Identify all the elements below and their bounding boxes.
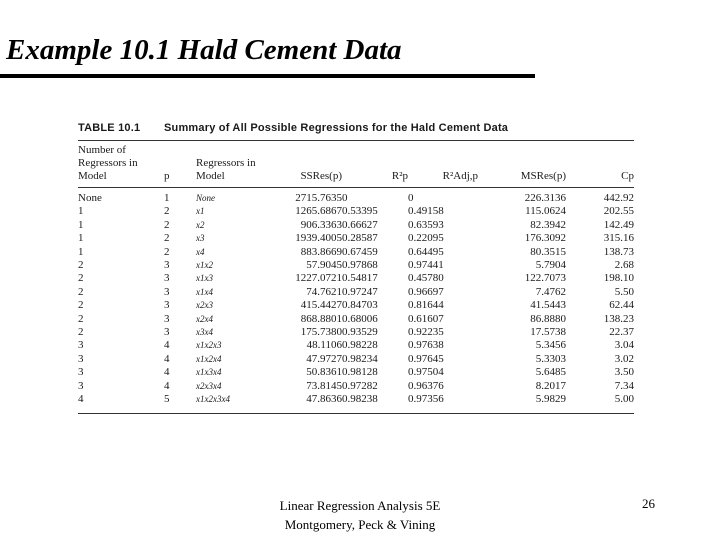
cell-regressors: x1x3x4 <box>196 367 222 378</box>
cell-ms-res: 8.2017 <box>535 379 566 392</box>
cell-p: 3 <box>164 312 170 325</box>
cell-num-regressors: 2 <box>78 285 84 298</box>
table-row <box>78 326 634 339</box>
cell-r2-adj: 0 <box>408 192 414 204</box>
cell-regressors: x2 <box>196 219 205 230</box>
title-underline <box>0 74 535 78</box>
cell-cp: 2.68 <box>614 259 634 272</box>
cell-r2-adj: 0.92235 <box>408 326 444 339</box>
cell-ss-res: 73.8145 <box>306 379 342 392</box>
cell-r2: 0.28587 <box>342 232 378 245</box>
header-ms-res: MSRes(p) <box>478 141 566 188</box>
cell-p: 3 <box>164 326 170 339</box>
cell-ms-res: 82.3942 <box>530 218 566 231</box>
table-body <box>78 188 634 414</box>
cell-num-regressors: 2 <box>78 259 84 272</box>
cell-ms-res: 17.5738 <box>530 326 566 339</box>
data-table <box>78 141 634 414</box>
cell-r2: 0.53395 <box>342 205 378 218</box>
cell-num-regressors: 2 <box>78 312 84 325</box>
cell-ms-res: 7.4762 <box>535 285 566 298</box>
cell-ss-res: 1227.0721 <box>295 272 342 285</box>
header-num-regressors: Number of Regressors in Model <box>78 141 164 188</box>
cell-regressors: x2x4 <box>196 313 213 324</box>
cell-num-regressors: None <box>78 192 102 204</box>
cell-cp: 3.50 <box>614 366 634 379</box>
cell-cp: 62.44 <box>609 299 634 312</box>
cell-r2-adj: 0.64495 <box>408 245 444 258</box>
header-regressors: Regressors in Model <box>196 141 266 188</box>
cell-r2: 0.98228 <box>342 339 378 352</box>
cell-num-regressors: 2 <box>78 326 84 339</box>
cell-ss-res: 50.8361 <box>306 366 342 379</box>
cell-regressors: x1x2x4 <box>196 353 222 364</box>
table-row <box>78 380 634 393</box>
cell-ms-res: 226.3136 <box>524 192 566 204</box>
cell-r2-adj: 0.63593 <box>408 218 444 231</box>
cell-r2: 0.98128 <box>342 366 378 379</box>
cell-r2: 0.67459 <box>342 245 378 258</box>
cell-p: 3 <box>164 259 170 272</box>
cell-r2: 0.97868 <box>342 259 378 272</box>
cell-r2: 0.98234 <box>342 352 378 365</box>
table-row <box>78 353 634 366</box>
cell-num-regressors: 3 <box>78 352 84 365</box>
cell-r2-adj: 0.45780 <box>408 272 444 285</box>
table-row <box>78 286 634 299</box>
cell-regressors: x1x2x3 <box>196 340 222 351</box>
cell-ss-res: 47.8636 <box>266 393 342 413</box>
cell-ms-res: 86.8880 <box>530 312 566 325</box>
table-row <box>78 299 634 312</box>
cell-p: 4 <box>164 366 170 379</box>
cell-ss-res: 868.8801 <box>300 312 342 325</box>
cell-regressors: x2x3x4 <box>196 380 222 391</box>
cell-r2-adj: 0.22095 <box>408 232 444 245</box>
cell-num-regressors: 3 <box>78 339 84 352</box>
cell-regressors: x1x3 <box>196 273 213 284</box>
cell-cp: 3.04 <box>614 339 634 352</box>
cell-num-regressors: 1 <box>78 245 84 258</box>
cell-ms-res: 5.6485 <box>535 366 566 379</box>
cell-cp: 5.50 <box>614 285 634 298</box>
cell-p: 5 <box>164 393 196 413</box>
cell-p: 3 <box>164 285 170 298</box>
cell-r2-adj: 0.97638 <box>408 339 444 352</box>
cell-p: 2 <box>164 218 170 231</box>
table-row <box>78 232 634 245</box>
cell-ms-res: 115.0624 <box>525 205 566 218</box>
cell-ms-res: 176.3092 <box>524 232 566 245</box>
cell-ss-res: 2715.7635 <box>295 192 342 204</box>
cell-cp: 202.55 <box>603 205 634 218</box>
cell-cp: 198.10 <box>603 272 634 285</box>
footer-authors: Montgomery, Peck & Vining <box>284 517 436 532</box>
cell-r2-adj: 0.96376 <box>408 379 444 392</box>
cell-cp: 7.34 <box>614 379 634 392</box>
cell-num-regressors: 3 <box>78 366 84 379</box>
cell-num-regressors: 1 <box>78 218 84 231</box>
cell-r2: 0 <box>342 192 348 204</box>
cell-p: 4 <box>164 379 170 392</box>
page-number: 26 <box>642 496 655 511</box>
cell-cp: 22.37 <box>609 326 634 339</box>
cell-p: 4 <box>164 352 170 365</box>
cell-cp: 3.02 <box>614 352 634 365</box>
cell-r2: 0.97247 <box>342 285 378 298</box>
footer-citation <box>250 496 470 534</box>
table-row <box>78 205 634 218</box>
header-row <box>78 141 634 188</box>
cell-ms-res: 5.3303 <box>535 352 566 365</box>
cell-r2-adj: 0.97645 <box>408 352 444 365</box>
cell-cp: 442.92 <box>603 192 634 204</box>
cell-r2: 0.93529 <box>342 326 378 339</box>
cell-r2: 0.97282 <box>342 379 378 392</box>
table-row <box>78 188 634 206</box>
table-row <box>78 366 634 379</box>
table-row <box>78 219 634 232</box>
cell-p: 4 <box>164 339 170 352</box>
cell-num-regressors: 3 <box>78 379 84 392</box>
table-row <box>78 272 634 285</box>
cell-regressors: x2x3 <box>196 300 213 311</box>
cell-regressors: x4 <box>196 246 205 257</box>
header-p: p <box>164 141 196 188</box>
cell-regressors: x1x2 <box>196 260 213 271</box>
cell-regressors: x1x4 <box>196 286 213 297</box>
cell-ss-res: 883.8669 <box>300 245 342 258</box>
cell-regressors: None <box>196 193 215 203</box>
cell-p: 2 <box>164 245 170 258</box>
cell-num-regressors: 4 <box>78 393 164 413</box>
cell-ss-res: 906.3363 <box>300 218 342 231</box>
cell-num-regressors: 2 <box>78 299 84 312</box>
cell-cp: 142.49 <box>603 218 634 231</box>
cell-cp: 138.23 <box>603 312 634 325</box>
cell-ss-res: 48.1106 <box>306 339 342 352</box>
table-caption <box>78 118 634 141</box>
cell-num-regressors: 1 <box>78 232 84 245</box>
cell-regressors: x1x2x3x4 <box>196 393 266 413</box>
cell-p: 2 <box>164 232 170 245</box>
cell-r2-adj: 0.96697 <box>408 285 444 298</box>
cell-ss-res: 57.9045 <box>306 259 342 272</box>
cell-r2: 0.66627 <box>342 218 378 231</box>
footer-book-title: Linear Regression Analysis 5E <box>279 498 441 513</box>
cell-r2: 0.98238 <box>342 393 408 413</box>
cell-ms-res: 5.9829 <box>478 393 566 413</box>
cell-ms-res: 5.7904 <box>535 259 566 272</box>
cell-cp: 138.73 <box>603 245 634 258</box>
cell-ss-res: 1939.4005 <box>295 232 342 245</box>
table-label: TABLE 10.1 <box>78 122 141 134</box>
cell-cp: 5.00 <box>566 393 634 413</box>
cell-ms-res: 41.5443 <box>530 299 566 312</box>
cell-r2-adj: 0.97441 <box>408 259 444 272</box>
header-ss-res: SSRes(p) <box>266 141 342 188</box>
cell-num-regressors: 2 <box>78 272 84 285</box>
cell-ss-res: 1265.6867 <box>295 205 342 218</box>
table-row <box>78 313 634 326</box>
slide-title: Example 10.1 Hald Cement Data <box>6 34 402 66</box>
table-row <box>78 339 634 352</box>
table-row <box>78 259 634 272</box>
cell-r2: 0.54817 <box>342 272 378 285</box>
cell-p: 3 <box>164 299 170 312</box>
regression-summary-table <box>78 118 634 414</box>
cell-ms-res: 122.7073 <box>524 272 566 285</box>
header-cp: Cp <box>566 141 634 188</box>
cell-ss-res: 47.9727 <box>306 352 342 365</box>
header-r2-adj: R²Adj,p <box>408 141 478 188</box>
cell-cp: 315.16 <box>603 232 634 245</box>
cell-p: 1 <box>164 192 170 204</box>
cell-r2-adj: 0.61607 <box>408 312 444 325</box>
cell-p: 2 <box>164 205 170 218</box>
cell-regressors: x3 <box>196 233 205 244</box>
cell-ms-res: 80.3515 <box>530 245 566 258</box>
cell-r2-adj: 0.49158 <box>408 205 444 218</box>
cell-ms-res: 5.3456 <box>535 339 566 352</box>
cell-p: 3 <box>164 272 170 285</box>
cell-regressors: x3x4 <box>196 327 213 338</box>
cell-ss-res: 74.7621 <box>306 285 342 298</box>
cell-ss-res: 175.7380 <box>300 326 342 339</box>
table-row <box>78 246 634 259</box>
cell-r2-adj: 0.81644 <box>408 299 444 312</box>
cell-r2-adj: 0.97504 <box>408 366 444 379</box>
cell-ss-res: 415.4427 <box>300 299 342 312</box>
cell-num-regressors: 1 <box>78 205 84 218</box>
cell-regressors: x1 <box>196 206 205 217</box>
cell-r2: 0.84703 <box>342 299 378 312</box>
cell-r2: 0.68006 <box>342 312 378 325</box>
cell-r2-adj: 0.97356 <box>408 393 478 413</box>
header-r2: R²p <box>342 141 408 188</box>
table-row <box>78 393 634 413</box>
table-caption-text: Summary of All Possible Regressions for the Hald Cement Data <box>164 122 509 134</box>
